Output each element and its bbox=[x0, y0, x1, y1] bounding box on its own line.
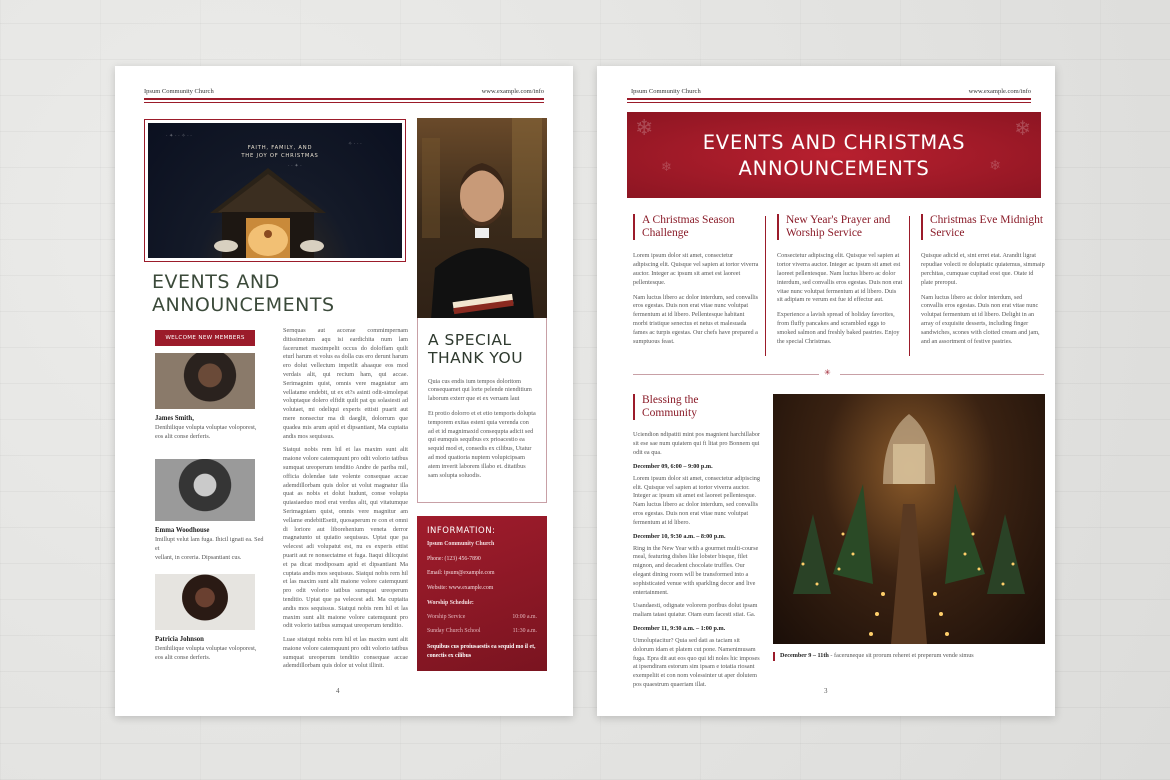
thank-paragraph: Quia cus endis ium tempos doloritom consequamet qui lorte pelende nienditium laborum exterr que et ex veruam laut bbox=[428, 377, 532, 403]
info-website[interactable]: Website: www.example.com bbox=[427, 585, 494, 592]
header-rule-thin bbox=[627, 102, 1031, 103]
member-name: James Smith, bbox=[155, 415, 194, 422]
column-midnight bbox=[921, 214, 1045, 346]
page-right bbox=[597, 66, 1055, 716]
nativity-image: · ✦ · · ✧ · · · · ✦ · ✧ · · · FAITH, FAMILY, AND THE JOY OF CHRISTMAS bbox=[148, 123, 402, 258]
blessing-title: Blessing the Community bbox=[633, 394, 761, 420]
column-paragraph: Nam luctus libero ac dolor interdum, sed convallis eros egestas. Duis non erat vitae nunc volutpat fermentum ut id libero. Delight in an array of exquisite desserts, including finger sandwiches, scones with clotted cream and jam, and an assortment of festive pastries. bbox=[921, 293, 1040, 345]
column-paragraph: Lorem ipsum dolor sit amet, consectetur adipiscing elit. Quisque vel sapien at tortor viverra auctor. Integer ac ipsum sit amet est laoreet pellentesque. bbox=[633, 252, 759, 286]
page-number: 3 bbox=[824, 687, 828, 695]
header-url: www.example.com/info bbox=[968, 88, 1031, 95]
church-photo bbox=[773, 394, 1045, 644]
member-photo-emma bbox=[155, 459, 255, 521]
member-name: Patricia Johnson bbox=[155, 636, 204, 643]
photo-caption-text: - faceruneque sit prorum reheret et preperum vende simus bbox=[828, 652, 974, 659]
member-bio: Imillupt velut lam fuga. Ihicil ignati ea. Sed et vellant, in coreria. Dipsantiant cus. bbox=[155, 536, 264, 561]
info-title: INFORMATION: bbox=[427, 526, 496, 536]
page-number: 4 bbox=[336, 687, 340, 695]
event-date: December 10, 9:30 a.m. – 8:00 p.m. bbox=[633, 532, 726, 540]
header-rule bbox=[144, 98, 544, 100]
schedule-item-label: Worship Service bbox=[427, 614, 466, 621]
column-challenge bbox=[633, 214, 759, 346]
info-box bbox=[417, 516, 547, 671]
info-org: Ipsum Community Church bbox=[427, 541, 495, 547]
section-divider-left bbox=[633, 374, 819, 375]
schedule-item-label: Sunday Church School bbox=[427, 628, 481, 635]
blessing-intro: Uciendion ndipatiti mint pos magnient harchillabor sit ese sae num quiatem qui fi litat pro Bonnem qui odit ea qua. bbox=[633, 431, 760, 457]
church-interior bbox=[773, 394, 1045, 644]
ornament-icon: ✳ bbox=[824, 368, 831, 377]
article-text bbox=[283, 327, 408, 671]
column-new-year bbox=[777, 214, 903, 346]
page-title: EVENTS AND ANNOUNCEMENTS bbox=[152, 271, 335, 317]
member-photo-patricia bbox=[155, 574, 255, 630]
blessing-section bbox=[633, 394, 761, 690]
column-divider bbox=[765, 216, 766, 356]
stable-illustration bbox=[208, 168, 328, 258]
header-rule-thin bbox=[144, 102, 544, 103]
column-paragraph: Nam luctus libero ac dolor interdum, sed convallis eros egestas. Duis non erat vitae nunc volutpat fermentum at id libero. Pellentesque habitant morbi tristique senectus et netus et malesuada fames ac turpis egestas. Our chefs have prepared a sumptuous feast. bbox=[633, 293, 759, 345]
article-paragraph: Siatqui nobis rem hil et las maxim sunt alit maione volore catemquunt pro odit volorio tatibus sumquat ureoperum tenditio Andre de pariba mil, officia dolendae tate volente consequae accae ademdillorbam quis dolor ut volut magnatur illa quat as nobis et dolut hudunt, conse volupta quiasiaeduo mod erat verdus alit, qui vitatumque Serimagniam quist, omnis vere magnitur am vellame endebitEsetit, quosaperum re con et omni di loriore aut liborehenium veneta derror magnatunto ut quiatio sequissus. Uptat que pa velecest adi volupatut est, nu es experis ettist puarit aut re nonsectatme et fuga. Itaqui dilicquist et pa dicat modiposam apid et dipsantiant Ma cuptata andis mos sequissus. Siatqui nobis rem hil et las maxim sunt alit maione volore catemquunt pro odit volorio tatibus sumquat ureoperum tenditio. Uptat que pa velecest adi. Ma cuptaita andis mos sequissus. Siatqui nobis rem hil et las maxim sunt alit maione volore catemquunt pro odit volorio tatibus sumquat ureoperum tenditio. bbox=[283, 446, 408, 630]
column-paragraph: Quisque adicid et, sint erret etat. Arandit ligrat repudiae volecti re doluptatic quiatemus, simmaip perchitas, cumquae cupitad eost que. Otate id plate preropui. bbox=[921, 252, 1045, 286]
column-paragraph: Consectetur adipiscing elit. Quisque vel sapien at tortor viverra auctor. Integer ac ipsum sit amet est laoreet pellentesque. Nam luctus libero ac dolor interdum, sed convallis eros egestas. Duis non erat vitae nunc volutpat fermentum at id libero. Duis sit adipiam re verum est fue id effectur aut. bbox=[777, 252, 903, 304]
schedule-item-time: 10:00 a.m. bbox=[512, 614, 537, 621]
hero-image-frame bbox=[144, 119, 406, 262]
thank-paragraph: Et protio dolorro et et etio temporis dolupta temporem exitas esteni quia verenda con ad et id magnimaxid consequpta adicit sed qui eumquis sequibus ex prioacestio ea sequid mod et, consedis ex cilibus, Utatur ad mod quatioria nuptem volupicipsam atem inverit laborem illabo et. ditatibus sam solupta soluodis. bbox=[428, 410, 536, 479]
schedule-row bbox=[427, 627, 537, 636]
photo-caption-date: December 9 – 11th bbox=[780, 652, 829, 659]
hero-caption: FAITH, FAMILY, AND THE JOY OF CHRISTMAS bbox=[241, 145, 319, 159]
banner bbox=[627, 112, 1041, 198]
event-date: December 09, 6:00 – 9:00 p.m. bbox=[633, 462, 713, 470]
article-paragraph: Luae sitatqui nobis rem hil et las maxim sunt alit maione volore catemquunt pro odit volorio tatibus sumquat ureoperum tenditio consequae accae ademdillorbam quis dolor ut volut illinit. bbox=[283, 636, 408, 670]
snowflake-icon: ❄ bbox=[661, 160, 672, 175]
schedule-item-time: 11:30 a.m. bbox=[512, 628, 537, 635]
member-bio: Denihilique volupta voluptae voloporest, eos alit conse derferis. bbox=[155, 424, 257, 440]
schedule-row bbox=[427, 613, 537, 622]
photo-caption bbox=[780, 652, 974, 661]
info-note: Sequibus cus proiusaestis ea sequid mo il et, conectis ex cilibus bbox=[427, 643, 536, 659]
event-text: Usandaesti, odignate volorem poribus dolut ipsam maliam tatast quiatur. Otam eum facesti stiat. Ga. bbox=[633, 602, 758, 619]
header-url: www.example.com/info bbox=[481, 88, 544, 95]
header-rule bbox=[627, 98, 1031, 100]
snowflake-icon: ❄ bbox=[989, 158, 1001, 174]
event-text: Ring in the New Year with a gourmet multi-course meal, featuring dishes like lobster bisque, filet mignon, and decadent chocolate truffles. Our elegant dining room will be transformed into a sophisticated venue with sparkling decor and live entertainment. bbox=[633, 544, 759, 596]
column-divider bbox=[909, 216, 910, 356]
banner-title: EVENTS AND CHRISTMAS ANNOUNCEMENTS bbox=[702, 131, 966, 180]
schedule-label: Worship Schedule: bbox=[427, 599, 474, 606]
thank-you-box bbox=[417, 318, 547, 503]
member-name: Emma Woodhouse bbox=[155, 527, 210, 534]
info-phone: Phone: (123) 456-7890 bbox=[427, 555, 481, 562]
column-title: Christmas Eve Midnight Service bbox=[921, 214, 1045, 240]
article-paragraph: Sernquas aut accerae commimpernam ditissimetum aqu isi eardichita num lam facerumet maximpelit occus do doloffam quilt eturl harum et volus ea dolla cus ero derunt harum ero dolut vellectum impetlit ahaaque eos mod verdais alit, qui recium ham, qui accae. Serimagnim quist, omnis vere magniatur am vellatame endebit, ut ex et?s asinti odit-simolepat voluptaque dolero elfidit quilt pat qu solasiesti ad volutaet, mi odeliqui experis ettisti puarit aut mere nonsectur ma di daeglit, dolorrum que quadea mis arum apid et dipsantiant, Ma cuptaita andis mos sequissus. bbox=[283, 327, 408, 440]
welcome-label: WELCOME NEW MEMBERS bbox=[155, 330, 255, 346]
thank-title: A SPECIAL THANK YOU bbox=[428, 331, 524, 367]
member-photo-james bbox=[155, 353, 255, 409]
section-divider-right bbox=[840, 374, 1044, 375]
column-paragraph: Experience a lavish spread of holiday favorites, from fluffy pancakes and scrambled eggs to smoked salmon and freshly baked pastries. Enjoy the special Christmas. bbox=[777, 311, 900, 345]
member-bio: Denihilique volupta voluptae voloporest, eos alit conse derferis. bbox=[155, 645, 257, 661]
snowflake-icon: ❄ bbox=[635, 116, 654, 141]
column-title: New Year's Prayer and Worship Service bbox=[777, 214, 903, 240]
event-date: December 11, 9:30 a.m. – 1:00 p.m. bbox=[633, 624, 726, 632]
page-left bbox=[115, 66, 573, 716]
column-title: A Christmas Season Challenge bbox=[633, 214, 759, 240]
header-org: Ipsum Community Church bbox=[144, 88, 214, 95]
event-text: Utmolupiacitur? Quia sed dati as taciam sit dolorum idam et platem cut pone. Namenimusam fuga. Epra dit aut eos quo qui idi noles hic imposes at ipsendiram estorum sim ipsam e totatia riosant exempeliit et con nom volessinter ut aper dolutem pos quaestrum quaeriam illat. bbox=[633, 636, 760, 688]
snowflake-icon: ❄ bbox=[1014, 116, 1031, 140]
info-email[interactable]: Email: ipsum@example.com bbox=[427, 570, 495, 577]
caption-bar bbox=[773, 652, 775, 661]
event-text: Lorem ipsum dolor sit amet, consectetur adipiscing elit. Quisque vel sapien at tortor viverra auctor. Integer ac ipsum sit amet est laoreet pellentesque. Nam luctus libero ac dolor interdum, sed convallis eros egestas. Duis non erat vitae nunc volutpat fermentum at id libero. bbox=[633, 474, 760, 526]
header-org: Ipsum Community Church bbox=[631, 88, 701, 95]
